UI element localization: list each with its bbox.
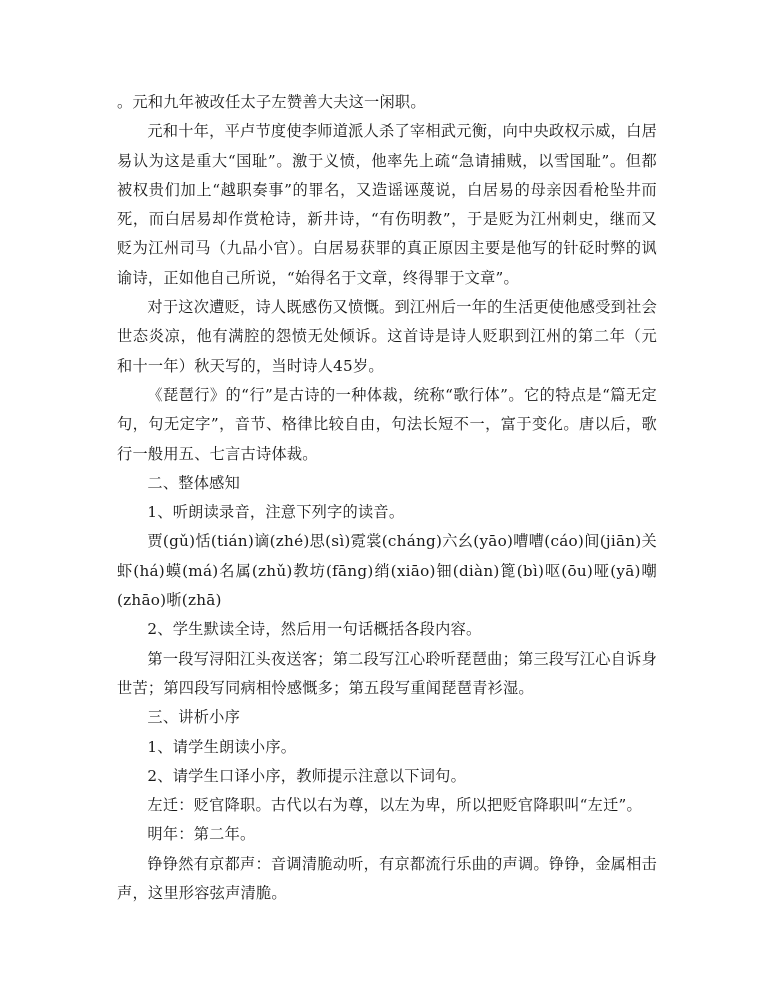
section-heading-overview: 二、整体感知 xyxy=(147,473,241,492)
step-read-silently: 2、学生默读全诗，然后用一句话概括各段内容。 xyxy=(147,620,482,639)
gloss-mingnian: 明年：第二年。 xyxy=(147,825,256,844)
gloss-zhengzheng: 铮铮然有京都声：音调清脆动听，有京都流行乐曲的声调。铮铮，金属相击声，这里形容弦声清脆。 xyxy=(117,854,657,903)
gloss-zuoqian: 左迁：贬官降职。古代以右为尊，以左为卑，所以把贬官降职叫“左迁”。 xyxy=(147,796,642,815)
paragraph-exile: 对于这次遭贬，诗人既感伤又愤慨。到江州后一年的生活更使他感受到社会世态炎凉，他有满腔的怨愤无处倾诉。这首诗是诗人贬职到江州的第二年（元和十一年）秋天写的，当时诗人45岁。 xyxy=(117,298,657,375)
paragraph-history: 元和十年，平卢节度使李师道派人杀了宰相武元衡，向中央政权示威，白居易认为这是重大“国耻”。激于义愤，他率先上疏“急请捕贼，以雪国耻”。但都被权贵们加上“越职奏事”的罪名，又造谣诬蔑说，白居易的母亲因看枪坠井而死，而白居易却作赏枪诗，新井诗，“有伤明教”，于是贬为江州刺史，继而又贬为江州司马（九品小官）。白居易获罪的真正原因主要是他写的针砭时弊的讽谕诗，正如他自己所说，“始得名于文章，终得罪于文章”。 xyxy=(117,122,657,287)
paragraph-summary: 第一段写浔阳江头夜送客；第二段写江心聆听琵琶曲；第三段写江心自诉身世苦；第四段写同病相怜感慨多；第五段写重闻琵琶青衫湿。 xyxy=(117,649,657,697)
step-read-preface: 1、请学生朗读小序。 xyxy=(147,737,297,756)
step-listen: 1、听朗读录音，注意下列字的读音。 xyxy=(147,503,405,522)
step-translate-preface: 2、请学生口译小序，教师提示注意以下词句。 xyxy=(147,766,467,785)
pronunciation-list: 贾(gǔ)恬(tián)谪(zhé)思(sì)霓裳(cháng)六幺(yāo)嘈嘈(cáo)间(jiān)关虾(há)蟆(má)名属(zhǔ)教坊(fāng)绡(xiāo)钿(diàn)篦(bì)呕(ōu)哑(yā)嘲(zhāo)哳(zhā) xyxy=(117,532,657,610)
paragraph-genre: 《琵琶行》的“行”是古诗的一种体裁，统称“歌行体”。它的特点是“篇无定句，句无定字”，音节、格律比较自由，句法长短不一，富于变化。唐以后，歌行一般用五、七言古诗体裁。 xyxy=(117,385,657,463)
paragraph-continuation: 。元和九年被改任太子左赞善大夫这一闲职。 xyxy=(117,93,426,111)
document-body xyxy=(117,88,657,908)
section-heading-preface: 三、讲析小序 xyxy=(147,708,241,727)
